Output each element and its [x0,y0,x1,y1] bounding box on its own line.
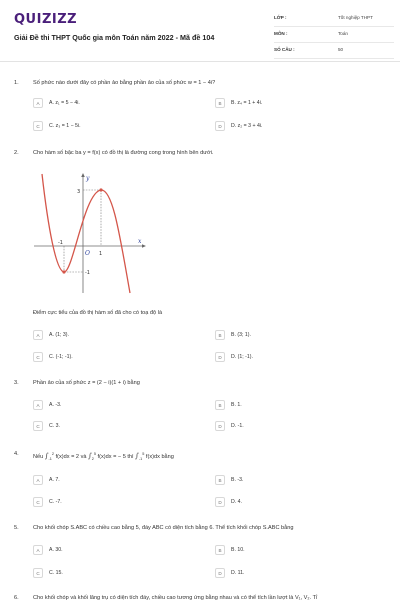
question-number: 6. [14,595,19,600]
option-letter: B [215,330,225,340]
origin-label: O [85,250,90,257]
question-text: Cho khối chóp và khối lăng trụ có diện tích đáy, chiều cao tương ứng bằng nhau và có thể tích lần lượt là V₁, V₂. Tỉ [33,595,318,600]
option-letter: D [215,568,225,578]
meta-value: Tốt nghiệp THPT [338,15,373,20]
quizizz-logo: QUIZIZZ [14,12,78,27]
question-number: 5. [14,525,19,531]
option-letter: C [33,497,43,507]
integral-sign-icon: ∫ [88,452,92,460]
option-letter: A [33,475,43,485]
question-text: Phần ảo của số phức z = (2 − i)(1 + i) bằng [33,380,140,386]
integral-sign-icon: ∫ [135,452,139,460]
text-part-3: f(x)dx bằng [145,454,174,460]
option-letter: C [33,568,43,578]
option-letter: C [33,352,43,362]
option-letter: B [215,545,225,555]
option-text: D. -1. [231,423,244,429]
guide-lines [64,190,101,272]
option-text: D. (1; -1). [231,354,253,360]
option-text: C. 3. [49,423,60,429]
meta-row-count [274,44,394,59]
min-point [62,270,65,273]
x-axis-label: x [138,238,142,245]
question-text: Cho khối chóp S.ABC có chiều cao bằng 5, đáy ABC có diện tích bằng 6. Thể tích khối chóp S.ABC bằng [33,525,294,531]
x-axis-arrow [142,244,146,248]
page-title: Giải Đề thi THPT Quốc gia môn Toán năm 2022 - Mã đề 104 [14,33,215,42]
option-letter: D [215,352,225,362]
question-text: Số phức nào dưới đây có phần ảo bằng phần ảo của số phức w = 1 − 4i? [33,80,216,86]
option-letter: D [215,121,225,131]
text-prefix: Nếu [33,454,44,460]
y-axis-arrow [81,173,85,177]
meta-value: 50 [338,47,344,52]
question-number: 3. [14,380,19,386]
question-number: 4. [14,451,19,457]
tick-label: 3 [77,189,81,195]
meta-label: SỐ CÂU : [274,47,295,52]
option-text: B. 10. [231,547,245,553]
option-letter: D [215,497,225,507]
option-letter: B [215,98,225,108]
page-header [0,0,400,62]
max-point [99,188,102,191]
tick-label: -1 [85,270,90,276]
option-text: D. 4. [231,499,242,505]
meta-row-class [274,12,394,27]
option-text: C. z₃ = 1 − 5i. [49,123,81,129]
question-text: Nếu $\int_{-1}^2$ f(x)dx = 2 và $\int_2^5$ f(x)dx = − 5 thì $\int_{-1}^5$ f(x)dx bằng [33,452,174,462]
option-letter: C [33,121,43,131]
question-text: Cho hàm số bậc ba y = f(x) có đồ thị là đường cong trong hình bên dưới. [33,150,214,156]
option-text: C. 15. [49,570,63,576]
meta-label: MÔN : [274,31,288,36]
option-text: A. 7. [49,477,60,483]
option-text: D. 11. [231,570,245,576]
tick-label: -1 [58,240,63,246]
option-letter: C [33,421,43,431]
question-number: 2. [14,150,19,156]
text-part-1: f(x)dx = 2 và [55,454,87,460]
option-letter: A [33,400,43,410]
question-subtext: Điểm cực tiểu của đồ thị hàm số đã cho có toạ độ là [33,310,163,316]
meta-label: LỚP : [274,15,287,20]
cubic-function-graph [28,167,148,295]
option-text: A. 30. [49,547,63,553]
question-number: 1. [14,80,19,86]
integral-sign-icon: ∫ [44,452,49,460]
option-letter: A [33,545,43,555]
meta-value: Toán [338,31,348,36]
option-text: A. (1; 3). [49,332,69,338]
text-part-2: f(x)dx = − 5 thì [97,454,134,460]
meta-table [274,12,394,60]
option-text: A. z₁ = 5 − 4i. [49,100,80,106]
option-text: D. z₂ = 3 + 4i. [231,123,263,129]
option-text: B. 1. [231,402,242,408]
option-letter: B [215,475,225,485]
option-text: B. -3. [231,477,244,483]
option-text: C. (-1; -1). [49,354,73,360]
y-axis-label: y [86,175,90,182]
option-text: A. -3. [49,402,62,408]
option-letter: A [33,330,43,340]
meta-row-subject [274,28,394,43]
option-letter: A [33,98,43,108]
option-letter: B [215,400,225,410]
tick-label: 1 [99,251,103,257]
option-letter: D [215,421,225,431]
option-text: B. (3; 1). [231,332,251,338]
option-text: B. z₄ = 1 + 4i. [231,100,263,106]
option-text: C. -7. [49,499,62,505]
